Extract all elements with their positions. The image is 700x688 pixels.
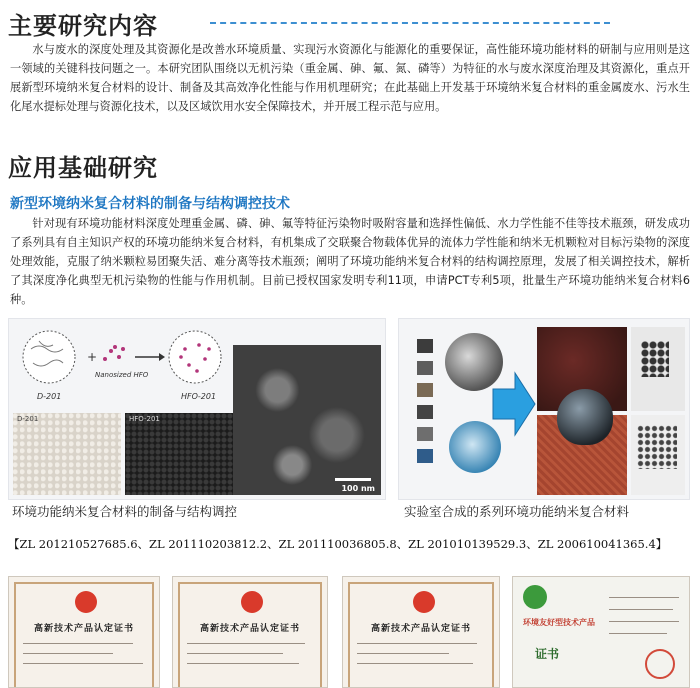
subsection-title: 新型环境纳米复合材料的制备与结构调控技术 bbox=[10, 196, 290, 212]
text-line bbox=[187, 653, 283, 654]
hfo201-bead bbox=[169, 331, 221, 383]
label-nanosized-hfo: Nanosized HFO bbox=[95, 371, 149, 379]
tem-panel-top bbox=[631, 327, 685, 411]
thumb bbox=[417, 361, 433, 375]
text-line bbox=[23, 653, 113, 654]
scale-bar bbox=[335, 478, 371, 481]
section-title-applied-research: 应用基础研究 bbox=[8, 154, 158, 182]
certificate-stamp-text: 证书 bbox=[535, 647, 560, 661]
certificate-4 bbox=[512, 576, 690, 688]
text-line bbox=[187, 643, 305, 644]
thumb bbox=[417, 405, 433, 419]
scale-bar-label: 100 nm bbox=[341, 484, 375, 493]
main-research-paragraph: 水与废水的深度处理及其资源化是改善水环境质量、实现污水资源化与能源化的重要保证，高性能环境功能材料的研制与应用则是这一领域的关键科技问题之一。本研究团队围绕以无机污染（重金属、砷、氟、氮、磷等）为特征的水与废水深度治理及其资源化，重点开展新型环境纳米复合材料的设计、制备及其高效净化性能与作用机理研究；在此基础上开发基于环境纳米复合材料的重金属废水、污水生化尾水提标处理与资源化技术，以及区域饮用水安全保障技术，并开展工程示范与应用。 bbox=[10, 43, 690, 113]
figure-right bbox=[398, 318, 690, 500]
plus-sign: + bbox=[87, 350, 98, 364]
d201-photo bbox=[13, 413, 121, 495]
d201-bead bbox=[23, 331, 75, 383]
reaction-arrowhead bbox=[159, 353, 165, 361]
sample-thumbnails bbox=[417, 339, 433, 489]
section-title-main-research: 主要研究内容 bbox=[8, 12, 158, 40]
black-bead-closeup bbox=[557, 389, 613, 445]
text-line bbox=[609, 633, 667, 634]
tem-image bbox=[233, 345, 381, 495]
text-line bbox=[357, 653, 449, 654]
text-line bbox=[609, 597, 679, 598]
label-d201-top: D-201 bbox=[37, 392, 62, 401]
figure-left-caption: 环境功能纳米复合材料的制备与结构调控 bbox=[12, 504, 238, 519]
certificate-title: 高新技术产品认定证书 bbox=[199, 624, 300, 634]
hfo201-photo bbox=[125, 413, 233, 495]
patent-list: 【ZL 201210527685.6、ZL 201110203812.2、ZL 201110036805.8、ZL 201010139529.3、ZL 200610041365.4】 bbox=[8, 537, 668, 551]
certificate-title: 高新技术产品认定证书 bbox=[370, 624, 471, 634]
certificate-1 bbox=[8, 576, 160, 688]
thumb bbox=[417, 339, 433, 353]
particle-cluster bbox=[641, 341, 669, 377]
nano-hfo-dots bbox=[103, 345, 125, 361]
emblem-icon bbox=[413, 591, 435, 613]
text-line bbox=[357, 643, 477, 644]
text-line bbox=[187, 663, 299, 664]
label-hfo201-bottom: HFO-201 bbox=[129, 415, 160, 423]
figure-left bbox=[8, 318, 386, 500]
tem-panel-bottom bbox=[631, 415, 685, 495]
text-line bbox=[357, 663, 473, 664]
blue-arrow bbox=[491, 369, 537, 439]
certificate-2 bbox=[172, 576, 328, 688]
title-divider bbox=[210, 22, 610, 24]
emblem-icon bbox=[241, 591, 263, 613]
eco-logo-icon bbox=[523, 585, 547, 609]
text-line bbox=[609, 621, 679, 622]
label-hfo201-top: HFO-201 bbox=[181, 392, 217, 401]
thumb bbox=[417, 383, 433, 397]
text-line bbox=[23, 643, 133, 644]
text-line bbox=[609, 609, 673, 610]
thumb bbox=[417, 427, 433, 441]
certificate-3 bbox=[342, 576, 500, 688]
particle-cluster bbox=[637, 425, 677, 469]
applied-research-paragraph: 针对现有环境功能材料深度处理重金属、磷、砷、氟等特征污染物时吸附容量和选择性偏低、水力学性能不佳等技术瓶颈，研发成功了系列具有自主知识产权的环境功能纳米复合材料，有机集成了交联聚合物载体优异的流体力学性能和纳米无机颗粒对目标污染物的深度处理效能，克服了纳米颗粒易团聚失活、难分离等技术瓶颈；阐明了环境功能纳米复合材料的结构调控原理，发展了相关调控技术，解析了其深度净化典型无机污染物的性能与作用机制。目前已授权国家发明专利11项，申请PCT专利5项，批量生产环境功能纳米复合材料6种。 bbox=[10, 217, 690, 306]
red-seal-icon bbox=[645, 649, 675, 679]
thumb bbox=[417, 449, 433, 463]
label-d201-bottom: D-201 bbox=[17, 415, 39, 423]
certificate-title: 环境友好型技术产品 bbox=[523, 618, 595, 627]
figure-right-caption: 实验室合成的系列环境功能纳米复合材料 bbox=[404, 504, 630, 519]
certificate-title: 高新技术产品认定证书 bbox=[33, 624, 134, 634]
emblem-icon bbox=[75, 591, 97, 613]
text-line bbox=[23, 663, 143, 664]
